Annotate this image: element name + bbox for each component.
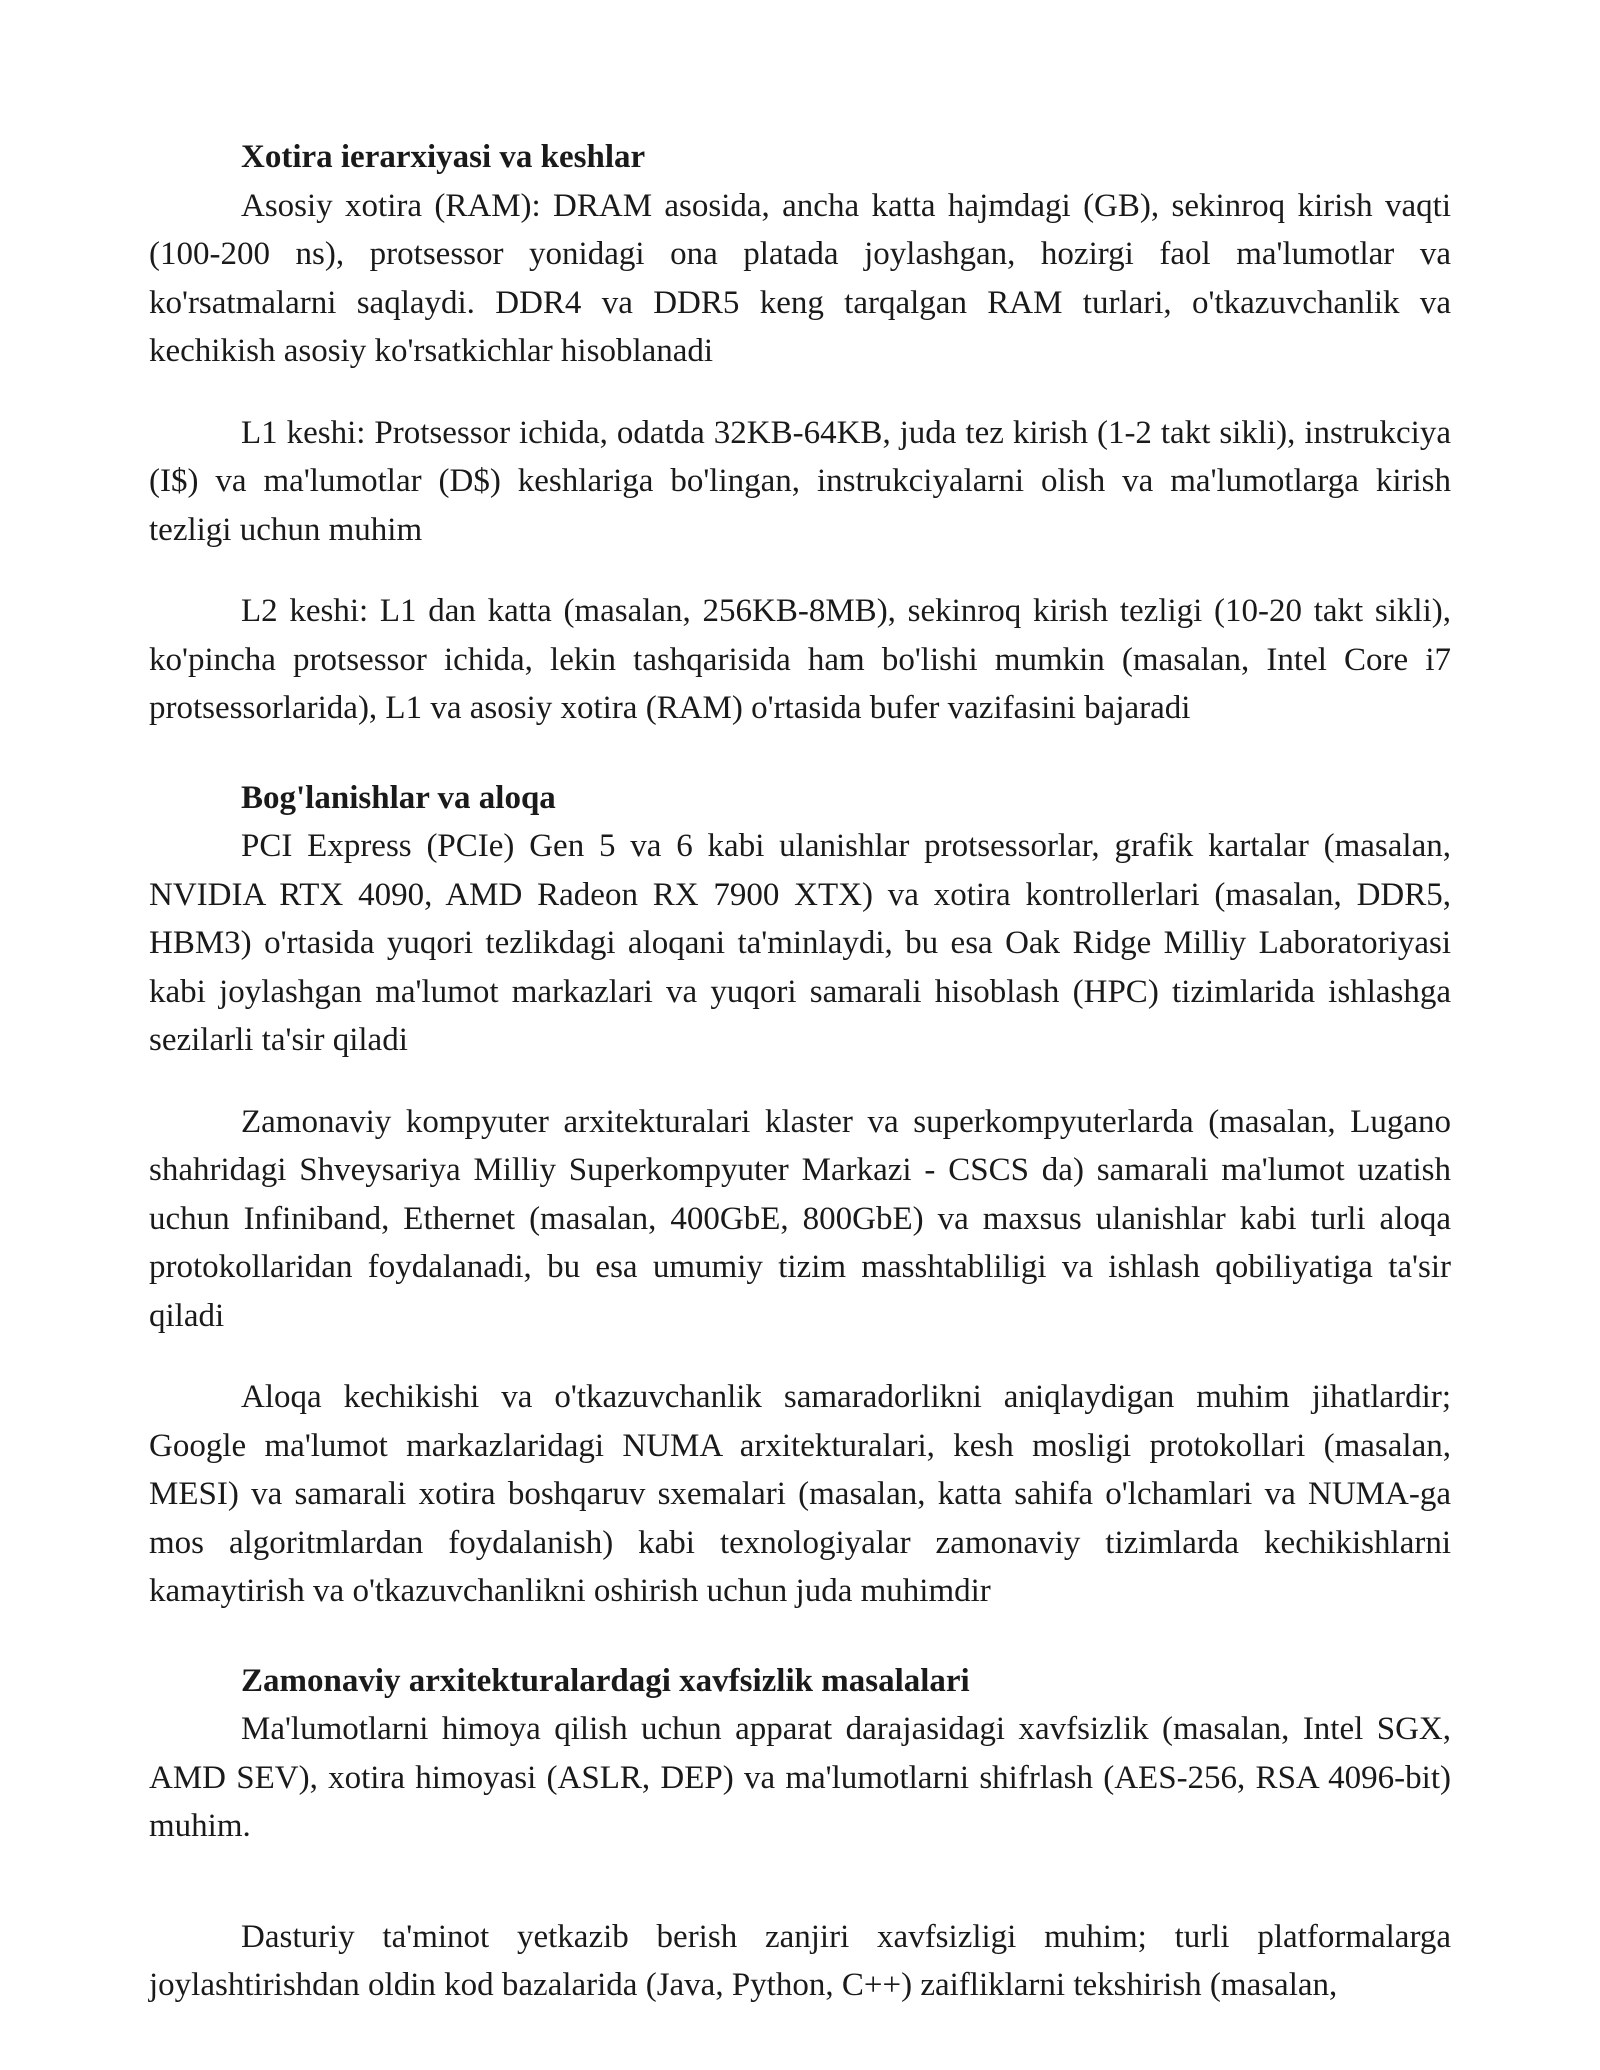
paragraph: Dasturiy ta'minot yetkazib berish zanjiri xavfsizligi muhim; turli platformalarga joylashtirishdan oldin kod bazalarida (Java, Python, C++) zaifliklarni tekshirish (masalan, [149, 1918, 1451, 2003]
paragraph: PCI Express (PCIe) Gen 5 va 6 kabi ulanishlar protsessorlar, grafik kartalar (masalan, NVIDIA RTX 4090, AMD Radeon RX 7900 XTX) va xotira kontrollerlari (masalan, DDR5, HBM3) o'rtasida yuqori tezlikdagi aloqani ta'minlaydi, bu esa Oak Ridge Milliy Laboratoriyasi kabi joylashgan ma'lumot markazlari va yuqori samarali hisoblash (HPC) tizimlarida ishlashga sezilarli ta'sir qiladi [149, 828, 1451, 1058]
paragraph: L1 keshi: Protsessor ichida, odatda 32KB-64KB, juda tez kirish (1-2 takt sikli), instrukciya (I$) va ma'lumotlar (D$) keshlariga bo'lingan, instrukciyalarni olish va ma'lumotlarga kirish tezligi uchun muhim [149, 414, 1451, 548]
paragraph: L2 keshi: L1 dan katta (masalan, 256KB-8MB), sekinroq kirish tezligi (10-20 takt sikli), ko'pincha protsessor ichida, lekin tashqarisida ham bo'lishi mumkin (masalan, Intel Core i7 protsessorlarida), L1 va asosiy xotira (RAM) o'rtasida bufer vazifasini bajaradi [149, 593, 1451, 726]
document-page [149, 133, 1451, 2010]
section-heading: Xotira ierarxiyasi va keshlar [241, 139, 646, 175]
paragraph: Asosiy xotira (RAM): DRAM asosida, ancha katta hajmdagi (GB), sekinroq kirish vaqti (100-200 ns), protsessor yonidagi ona platada joylashgan, hozirgi faol ma'lumotlar va ko'rsatmalarni saqlaydi. DDR4 va DDR5 keng tarqalgan RAM turlari, o'tkazuvchanlik va kechikish asosiy ko'rsatkichlar hisoblanadi [149, 187, 1451, 369]
section-heading: Zamonaviy arxitekturalardagi xavfsizlik masalalari [241, 1662, 970, 1699]
paragraph: Aloqa kechikishi va o'tkazuvchanlik samaradorlikni aniqlaydigan muhim jihatlardir; Google ma'lumot markazlaridagi NUMA arxitekturalari, kesh mosligi protokollari (masalan, MESI) va samarali xotira boshqaruv sxemalari (masalan, katta sahifa o'lchamlari va NUMA-ga mos algoritmlardan foydalanish) kabi texnologiyalar zamonaviy tizimlarda kechikishlarni kamaytirish va o'tkazuvchanlikni oshirish uchun juda muhimdir [149, 1379, 1451, 1609]
paragraph: Zamonaviy kompyuter arxitekturalari klaster va superkompyuterlarda (masalan, Lugano shahridagi Shveysariya Milliy Superkompyuter Markazi - CSCS da) samarali ma'lumot uzatish uchun Infiniband, Ethernet (masalan, 400GbE, 800GbE) va maxsus ulanishlar kabi turli aloqa protokollaridan foydalanadi, bu esa umumiy tizim masshtabliligi va ishlash qobiliyatiga ta'sir qiladi [149, 1103, 1451, 1334]
paragraph: Ma'lumotlarni himoya qilish uchun apparat darajasidagi xavfsizlik (masalan, Intel SGX, AMD SEV), xotira himoyasi (ASLR, DEP) va ma'lumotlarni shifrlash (AES-256, RSA 4096-bit) muhim. [149, 1711, 1451, 1844]
section-heading: Bog'lanishlar va aloqa [241, 779, 556, 816]
